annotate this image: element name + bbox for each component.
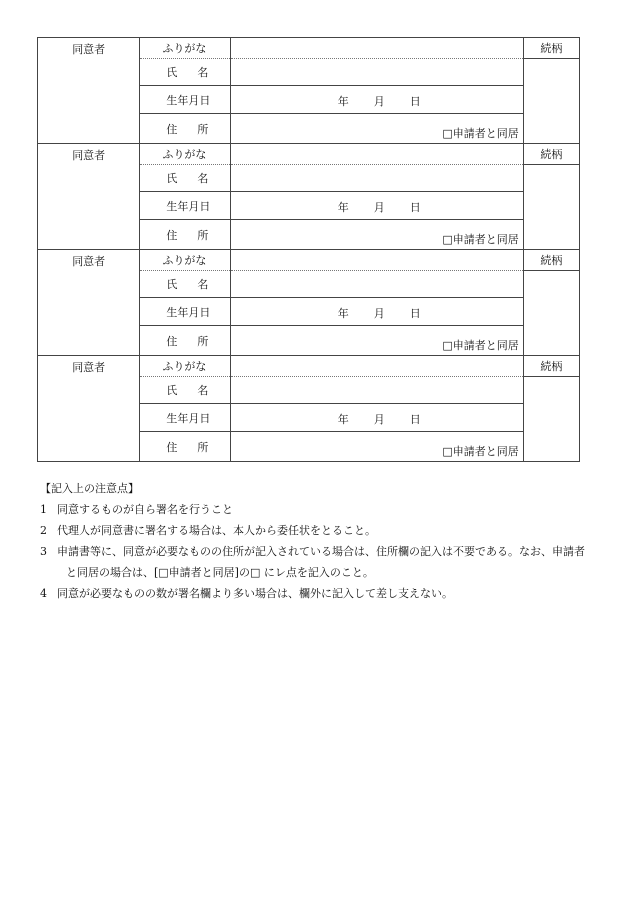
birthdate-input[interactable] — [230, 86, 523, 114]
same-address-checkbox[interactable]: □申請者と同居 — [442, 445, 519, 458]
instruction-text: 申請書等に、同意が必要なものの住所が記入されている場合は、住所欄の記入は不要である。なお、申請者 — [57, 545, 585, 558]
furigana-input[interactable] — [230, 356, 523, 377]
instruction-text-continued: と同居の場合は、[□申請者と同居]の□ にレ点を記入のこと。 — [66, 566, 374, 579]
relationship-header: 続柄 — [523, 250, 579, 271]
birth-year-label: 年 — [337, 413, 349, 426]
birthdate-label: 生年月日 — [140, 298, 230, 326]
birth-day-label: 日 — [409, 201, 421, 214]
furigana-input[interactable] — [230, 144, 523, 165]
address-label: 住所 — [140, 432, 230, 462]
instruction-item — [40, 520, 600, 541]
instruction-text: 同意が必要なものの数が署名欄より多い場合は、欄外に記入して差し支えない。 — [57, 587, 453, 600]
consenter-label: 同意者 — [38, 250, 140, 356]
instructions-list — [40, 499, 600, 604]
relationship-input[interactable] — [523, 165, 579, 250]
consenter-label: 同意者 — [38, 144, 140, 250]
relationship-input[interactable] — [523, 271, 579, 356]
instruction-item — [40, 583, 600, 604]
furigana-label: ふりがな — [140, 38, 230, 59]
same-address-checkbox[interactable]: □申請者と同居 — [442, 127, 519, 140]
birthdate-label: 生年月日 — [140, 192, 230, 220]
birthdate-label: 生年月日 — [140, 404, 230, 432]
birth-year-label: 年 — [337, 201, 349, 214]
relationship-header: 続柄 — [523, 38, 579, 59]
birthdate-input[interactable] — [230, 404, 523, 432]
consent-form-table — [37, 37, 580, 462]
instruction-item — [40, 499, 600, 520]
furigana-input[interactable] — [230, 250, 523, 271]
furigana-label: ふりがな — [140, 144, 230, 165]
address-input[interactable] — [230, 326, 523, 356]
birthdate-label: 生年月日 — [140, 86, 230, 114]
relationship-input[interactable] — [523, 377, 579, 462]
name-label: 氏名 — [140, 59, 230, 86]
relationship-input[interactable] — [523, 59, 579, 144]
consenter-label: 同意者 — [38, 38, 140, 144]
instruction-text: 代理人が同意書に署名する場合は、本人から委任状をとること。 — [57, 524, 376, 537]
consenter-label: 同意者 — [38, 356, 140, 462]
address-label: 住所 — [140, 114, 230, 144]
instruction-number: 3 — [40, 545, 47, 558]
instruction-text: 同意するものが自ら署名を行うこと — [57, 503, 233, 516]
birth-month-label: 月 — [373, 413, 385, 426]
furigana-label: ふりがな — [140, 356, 230, 377]
birth-month-label: 月 — [373, 201, 385, 214]
consenter-block-4 — [38, 356, 580, 377]
birthdate-input[interactable] — [230, 298, 523, 326]
name-label: 氏名 — [140, 377, 230, 404]
instructions-section — [40, 478, 600, 604]
furigana-label: ふりがな — [140, 250, 230, 271]
consenter-block-3 — [38, 250, 580, 271]
name-input[interactable] — [230, 271, 523, 298]
birth-day-label: 日 — [409, 307, 421, 320]
name-label: 氏名 — [140, 165, 230, 192]
instruction-item — [40, 541, 600, 583]
birth-day-label: 日 — [409, 95, 421, 108]
name-input[interactable] — [230, 165, 523, 192]
birth-month-label: 月 — [373, 307, 385, 320]
instruction-number: 4 — [40, 587, 47, 600]
instruction-number: 1 — [40, 503, 47, 516]
name-label: 氏名 — [140, 271, 230, 298]
instruction-number: 2 — [40, 524, 47, 537]
same-address-checkbox[interactable]: □申請者と同居 — [442, 339, 519, 352]
birth-year-label: 年 — [337, 95, 349, 108]
address-label: 住所 — [140, 220, 230, 250]
consenter-block-2 — [38, 144, 580, 165]
address-input[interactable] — [230, 432, 523, 462]
birthdate-input[interactable] — [230, 192, 523, 220]
birth-day-label: 日 — [409, 413, 421, 426]
same-address-checkbox[interactable]: □申請者と同居 — [442, 233, 519, 246]
address-input[interactable] — [230, 114, 523, 144]
name-input[interactable] — [230, 59, 523, 86]
relationship-header: 続柄 — [523, 144, 579, 165]
furigana-input[interactable] — [230, 38, 523, 59]
relationship-header: 続柄 — [523, 356, 579, 377]
instructions-title: 【記入上の注意点】 — [40, 482, 139, 495]
consenter-block-1 — [38, 38, 580, 59]
birth-year-label: 年 — [337, 307, 349, 320]
birth-month-label: 月 — [373, 95, 385, 108]
name-input[interactable] — [230, 377, 523, 404]
address-input[interactable] — [230, 220, 523, 250]
address-label: 住所 — [140, 326, 230, 356]
